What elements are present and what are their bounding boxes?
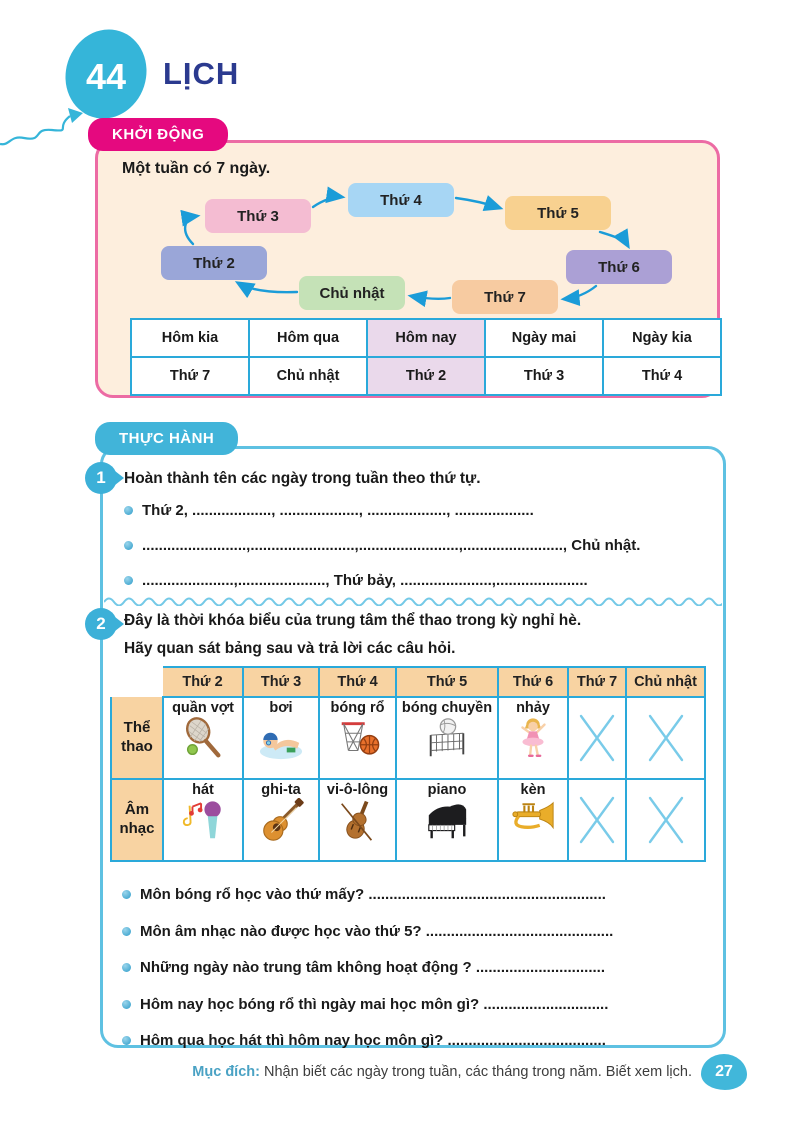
fill-in-line [124, 537, 640, 554]
bullet-icon [122, 963, 131, 972]
question-line [122, 959, 605, 976]
fill-in-line [124, 572, 588, 589]
question-text: Môn âm nhạc nào được học vào thứ 5? ............................................. [140, 922, 614, 940]
lesson-number: 44 [85, 56, 127, 97]
purpose-body: Nhận biết các ngày trong tuần, các tháng trong năm. Biết xem lịch. [259, 1064, 692, 1080]
schedule-cell-content [499, 780, 567, 860]
schedule-cell-content [164, 698, 242, 778]
table-row [131, 357, 721, 395]
guitar-icon [258, 798, 304, 844]
schedule-cell-content [627, 780, 704, 860]
bullet-icon [124, 506, 133, 515]
exercise-2-title-line1: Đây là thời khóa biểu của trung tâm thể thao trong kỳ nghỉ hè. [124, 612, 582, 629]
schedule-cell [498, 779, 568, 861]
schedule-cell-label: hát [192, 782, 214, 798]
relative-day-value: Chủ nhật [249, 357, 367, 395]
page-title: LỊCH [163, 56, 240, 91]
schedule-day-header: Thứ 7 [568, 667, 626, 697]
week-cycle-day: Thứ 7 [452, 280, 558, 314]
page-number-badge: 27 [701, 1054, 747, 1090]
schedule-cell-content [320, 780, 395, 860]
exercise-2-badge: 2 [85, 608, 117, 640]
schedule-cell-label: vi-ô-lông [326, 782, 389, 798]
schedule-cell-content [627, 698, 704, 778]
schedule-corner-cell [111, 667, 163, 697]
volleyball-icon [424, 716, 470, 762]
piano-icon [424, 798, 470, 844]
schedule-day-header: Thứ 2 [163, 667, 243, 697]
bullet-icon [122, 1036, 131, 1045]
question-text: Hôm nay học bóng rổ thì ngày mai học môn gì? .............................. [140, 995, 609, 1013]
question-line [122, 923, 613, 940]
schedule-cell-label: bóng rổ [330, 700, 385, 716]
fill-in-line-text: ......................,....................., Thứ bảy, ......................,...................... [142, 572, 588, 589]
x-mark-icon [646, 711, 686, 765]
exercise-2-title-line2: Hãy quan sát bảng sau và trả lời các câu hỏi. [124, 640, 456, 657]
schedule-cell-content [499, 698, 567, 778]
schedule-cell [396, 697, 498, 779]
schedule-cell-label: ghi-ta [261, 782, 301, 798]
schedule-cell-label: nhảy [516, 700, 550, 716]
ballet-icon [510, 716, 556, 762]
schedule-table [110, 666, 706, 862]
bullet-icon [122, 927, 131, 936]
practice-section-label: THỰC HÀNH [95, 422, 238, 455]
question-line [122, 1032, 606, 1049]
purpose-label: Mục đích: [192, 1064, 260, 1080]
schedule-cell [568, 697, 626, 779]
week-cycle-day: Chủ nhật [299, 276, 405, 310]
schedule-cell-content [569, 780, 625, 860]
bullet-icon [122, 890, 131, 899]
question-line [122, 886, 606, 903]
question-text: Hôm qua học hát thì hôm nay học môn gì? ...................................... [140, 1032, 606, 1049]
bullet-icon [124, 541, 133, 550]
schedule-cell-content [569, 698, 625, 778]
schedule-row-label: Thể thao [111, 697, 163, 779]
schedule-cell-label: piano [427, 782, 467, 798]
fill-in-line-text: .........................,.........................,........................,........................, Chủ nhật. [142, 537, 641, 554]
purpose-text [192, 1064, 692, 1080]
schedule-cell [243, 779, 319, 861]
question-text: Môn bóng rổ học vào thứ mấy? ......................................................... [140, 886, 606, 903]
relative-days-table [130, 318, 722, 396]
schedule-cell-content [397, 780, 497, 860]
schedule-cell [163, 697, 243, 779]
warmup-intro-text: Một tuần có 7 ngày. [122, 160, 271, 177]
relative-day-header: Hôm nay [367, 319, 485, 357]
relative-day-header: Hôm qua [249, 319, 367, 357]
schedule-cell [568, 779, 626, 861]
tennis-icon [180, 716, 226, 762]
relative-day-header: Ngày mai [485, 319, 603, 357]
schedule-cell [396, 779, 498, 861]
schedule-day-header: Chủ nhật [626, 667, 705, 697]
schedule-day-header: Thứ 3 [243, 667, 319, 697]
swimmer-icon [258, 716, 304, 762]
relative-day-value: Thứ 2 [367, 357, 485, 395]
x-mark-icon [577, 711, 617, 765]
schedule-header-row [111, 667, 705, 697]
schedule-cell-label: quần vợt [172, 700, 234, 716]
wavy-divider [104, 594, 722, 606]
microphone-icon [180, 798, 226, 844]
week-cycle-day: Thứ 4 [348, 183, 454, 217]
week-cycle-day: Thứ 5 [505, 196, 611, 230]
relative-day-header: Hôm kia [131, 319, 249, 357]
basketball-icon [335, 716, 381, 762]
week-cycle-day: Thứ 3 [205, 199, 311, 233]
question-line [122, 996, 608, 1013]
violin-icon [335, 798, 381, 844]
schedule-row-label: Âm nhạc [111, 779, 163, 861]
schedule-cell-label: kèn [520, 782, 546, 798]
schedule-day-header: Thứ 5 [396, 667, 498, 697]
schedule-cell-content [244, 780, 318, 860]
schedule-cell [626, 779, 705, 861]
schedule-day-header: Thứ 4 [319, 667, 396, 697]
schedule-cell-label: bóng chuyền [401, 700, 493, 716]
schedule-cell-content [397, 698, 497, 778]
trumpet-icon [510, 798, 556, 844]
footer [0, 1054, 747, 1090]
x-mark-icon [646, 793, 686, 847]
schedule-row [111, 697, 705, 779]
schedule-cell [319, 697, 396, 779]
table-row [131, 319, 721, 357]
schedule-cell [498, 697, 568, 779]
relative-day-value: Thứ 3 [485, 357, 603, 395]
schedule-cell-content [320, 698, 395, 778]
schedule-cell [626, 697, 705, 779]
exercise-1-badge: 1 [85, 462, 117, 494]
bullet-icon [122, 1000, 131, 1009]
fill-in-line-text: Thứ 2, ..................., ..................., ..................., ................... [142, 502, 534, 519]
schedule-cell-label: bơi [269, 700, 293, 716]
question-text: Những ngày nào trung tâm không hoạt động ? ............................... [140, 959, 606, 976]
relative-day-header: Ngày kia [603, 319, 721, 357]
schedule-cell [243, 697, 319, 779]
warmup-section-label: KHỞI ĐỘNG [88, 118, 228, 151]
schedule-cell-content [164, 780, 242, 860]
fill-in-line [124, 502, 534, 519]
relative-day-value: Thứ 7 [131, 357, 249, 395]
relative-day-value: Thứ 4 [603, 357, 721, 395]
week-cycle-day: Thứ 6 [566, 250, 672, 284]
schedule-cell [319, 779, 396, 861]
schedule-row [111, 779, 705, 861]
week-cycle-day: Thứ 2 [161, 246, 267, 280]
x-mark-icon [577, 793, 617, 847]
schedule-cell [163, 779, 243, 861]
exercise-1-title: Hoàn thành tên các ngày trong tuần theo thứ tự. [124, 470, 481, 487]
bullet-icon [124, 576, 133, 585]
schedule-cell-content [244, 698, 318, 778]
schedule-day-header: Thứ 6 [498, 667, 568, 697]
